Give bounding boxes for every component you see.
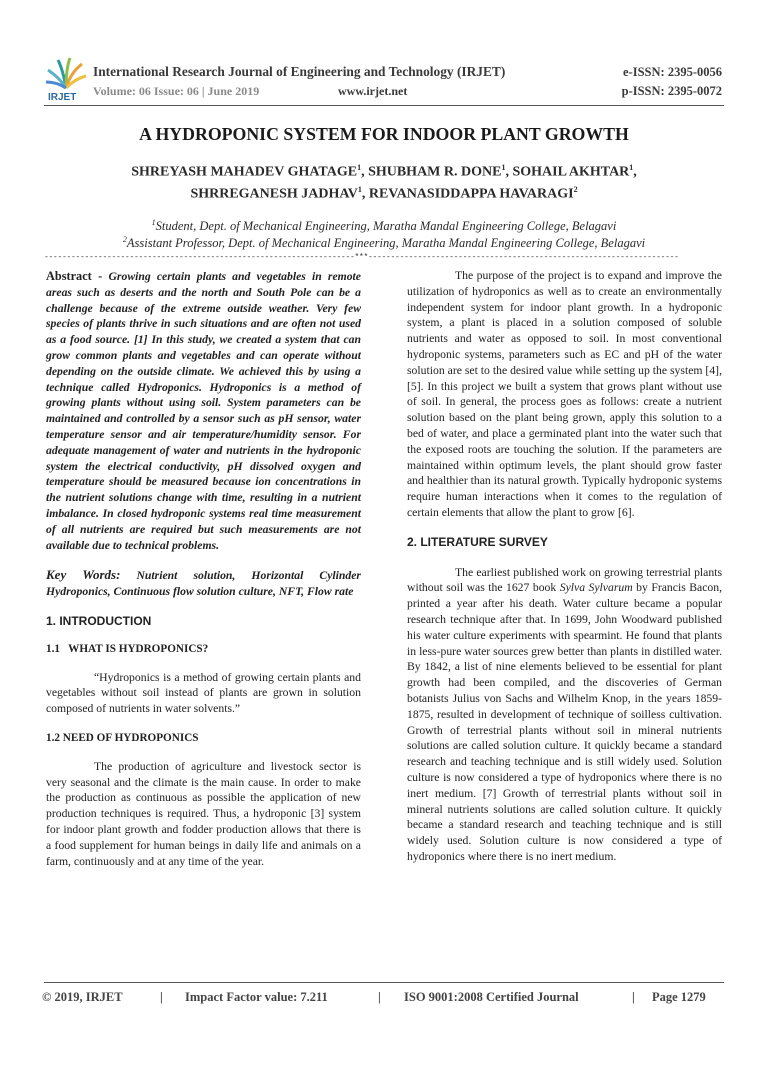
footer-rule [44, 982, 724, 983]
sub1-heading: 1.1 WHAT IS HYDROPONICS? [46, 642, 209, 655]
separator-line: ---------------------------------------------------------------------***--------------------------------------------------------------------- [44, 253, 679, 262]
irjet-logo [44, 54, 88, 102]
footer-sep-1: | [160, 990, 163, 1004]
book-title: Sylva Sylvarum [559, 581, 633, 595]
affiliation-2: $^2$Assistant Professor, Dept. of Mechanical Engineering, Maratha Mandal Engineering College, Belagavi [122, 235, 646, 251]
footer-page: Page 1279 [652, 990, 706, 1004]
author-5: REVANASIDDAPPA HAVARAGI [368, 186, 574, 202]
intro-heading: 1. INTRODUCTION [46, 613, 152, 628]
abstract-text: Growing certain plants and vegetables in remote areas such as deserts and the north and South Pole can be a challenge because of the extreme outside weather. Very few species of plants thrive in such situations and are often not used as a food source. [1] In this study, we created a system that can grow common plants and vegetables and can operate without depending on the outside climate. We achieved this by using a technique called Hydroponics. Hydroponics is a method of growing plants without using soil. System parameters can be maintained and controlled by a sensor such as pH sensor, water temperature sensor and air temperature/humidity sensor. For adequate management of water and nutrients in the hydroponic system the electrical conductivity, pH dissolved oxygen and temperature should be measured because ion concentrations in the nutrient solutions change with time, resulting in a nutrient imbalance. In closed hydroponic systems real time measurement of all nutrients are required but such measurements are not available due to technical problems. [46, 270, 361, 552]
footer-iso: ISO 9001:2008 Certified Journal [404, 990, 579, 1004]
journal-name: International Research Journal of Engineering and Technology (IRJET) [93, 64, 506, 79]
footer-sep-2: | [378, 990, 381, 1004]
affiliation-1: $^1$Student, Dept. of Mechanical Engineering, Maratha Mandal Engineering College, Belagavi [151, 218, 617, 234]
sub2-heading: 1.2 NEED OF HYDROPONICS [46, 731, 199, 744]
abstract-heading: Abstract - [46, 269, 109, 283]
author-line-2: SHRREGANESH JADHAV$^1$, REVANASIDDAPPA HAVARAGI$^2$ [190, 185, 578, 202]
literature-heading: 2. LITERATURE SURVEY [407, 534, 548, 549]
journal-volume: Volume: 06 Issue: 06 | June 2019 [93, 84, 260, 98]
footer-impact: Impact Factor value: 7.211 [185, 990, 328, 1004]
header-rule [44, 105, 724, 106]
footer-copyright: © 2019, IRJET [42, 990, 123, 1004]
author-3: SOHAIL AKHTAR [512, 164, 630, 180]
keywords [46, 567, 361, 600]
purpose-text: The purpose of the project is to expand and improve the utilization of hydroponics as well as to create an environmentally independent system for indoor plant growth. In a hydroponic system, a plant is placed in a solution composed of soluble nutrients and water as opposed to soil. In most conventional hydroponic systems, parameters such as EC and pH of the water solution are set to the desired value while setting up the system [4], [5]. In this project we built a system that grows plant without use of soil. In general, the process goes as follows: create a nutrient solution based on the plant being grown, apply this solution to a bed of water, and place a germinated plant into the water such that the exposed roots are touching the solution. If the parameters are maintained within optimum levels, the plant should grow faster and healthier than its natural growth. Typically hydroponic systems require human interactions when it comes to the regulation of certain elements that allow the plant to grow [6]. [407, 269, 722, 519]
left-column [46, 269, 361, 869]
e-issn: e-ISSN: 2395-0056 [623, 65, 722, 79]
sub1-text: “Hydroponics is a method of growing certain plants and vegetables without soil instead of plants are grown in solution composed of nutrients in water solvents.” [46, 670, 361, 716]
right-column [407, 268, 722, 865]
keywords-heading: Key Words: [46, 567, 121, 583]
p-issn: p-ISSN: 2395-0072 [621, 84, 722, 98]
paper-title: A HYDROPONIC SYSTEM FOR INDOOR PLANT GROWTH [139, 124, 629, 144]
logo-text: IRJET [48, 92, 77, 102]
author-4: SHRREGANESH JADHAV [190, 186, 358, 202]
abstract [46, 269, 361, 553]
author-2: SHUBHAM R. DONE [368, 164, 502, 180]
author-1: SHREYASH MAHADEV GHATAGE [131, 164, 358, 180]
logo-leaves-icon [46, 58, 86, 88]
footer-sep-3: | [632, 990, 635, 1004]
sub2-text: The production of agriculture and livestock sector is very seasonal and the climate is the main cause. In order to make the production as continuous as possible the application of new production techniques is required. Thus, a hydroponic [3] system for indoor plant growth and fodder production allows that there is a food supplement for human beings in daily life and animals on a farm, continuously and at any time of the year. [46, 759, 361, 868]
literature-text: The earliest published work on growing terrestrial plants without soil was the 1627 book Sylva Sylvarum by Francis Bacon, printed a year after his death. Water culture became a popular research technique after that. In 1699, John Woodward published his water culture experiments with spearmint. He found that plants in less-pure water sources grew better than plants in distilled water. By 1842, a list of nine elements believed to be essential for plant growth had been compiled, and the discoveries of German botanists Julius von Sachs and Wilhelm Knop, in the years 1859-1875, resulted in development of technique of soilless cultivation. Growth of terrestrial plants without soil in mineral nutrients solutions are called solution culture. It quickly became a standard research and teaching technique and is still widely used. Solution culture is now considered a type of hydroponics where there is no inert medium. [7] Growth of terrestrial plants without soil in mineral nutrients solutions are called solution culture. It quickly became a standard research and teaching technique and is still widely used. Solution culture is now considered a type of hydroponics where there is no inert medium. [407, 565, 723, 863]
keywords-text: Nutrient solution, Horizontal Cylinder Hydroponics, Continuous flow solution culture, NFT, Flow rate [46, 569, 361, 599]
author-line-1: SHREYASH MAHADEV GHATAGE$^1$, SHUBHAM R. DONE$^1$, SOHAIL AKHTAR$^1$, [131, 163, 637, 180]
journal-website[interactable]: www.irjet.net [338, 84, 408, 98]
